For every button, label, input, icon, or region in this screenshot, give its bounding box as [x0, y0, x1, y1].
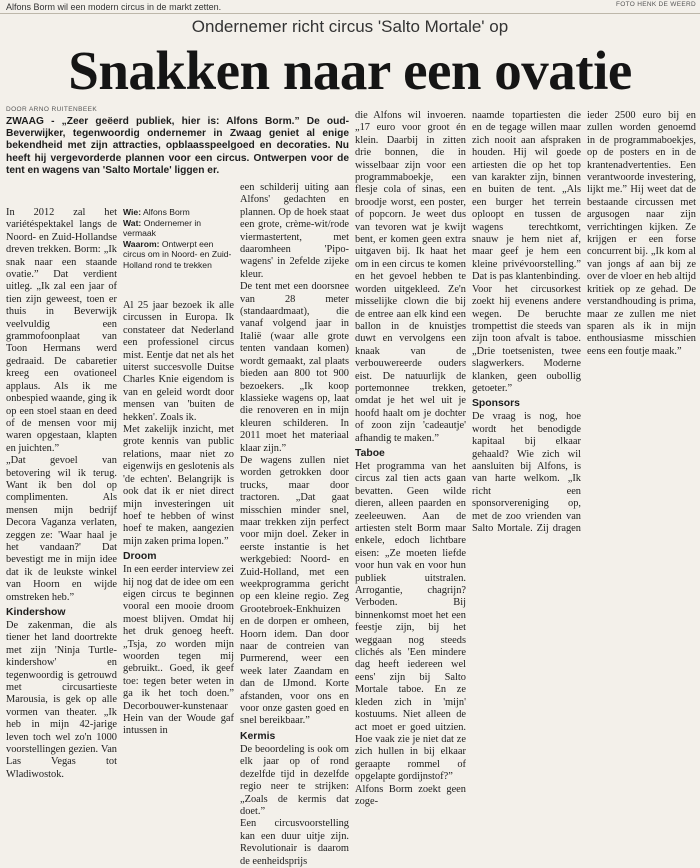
subheading: Sponsors	[472, 398, 520, 410]
article-column-3	[240, 182, 349, 867]
article-byline: DOOR ARNO RUITENBEEK	[6, 106, 98, 113]
paragraph: Een circusvoorstelling kan een duur uitje zijn. Revolutionair is daarom de eenheidsprijs	[240, 818, 349, 867]
paragraph: Al 25 jaar bezoek ik alle circussen in Europa. Ik constateer dat Nederland een professionel circus mist. Eentje dat net als het uiterst succesvolle Duitse Charles Knie eigendom is van en geleid wordt door mensen van 'buiten de hekken'. Zoals ik.	[123, 300, 234, 423]
paragraph: Met zakelijk inzicht, met grote kennis van public relations, maar niet zo eigenwijs en geslotenis als 'de echten'. Belangrijk is ook dat ik er niet direct mijn investeringen uit hoef te hebben of winst hoef te maken, aangezien mijn zaken prima lopen.”	[123, 424, 234, 547]
fact-value: Ondernemer in vermaak	[123, 217, 202, 239]
fact-why	[123, 239, 234, 271]
subheading: Kindershow	[6, 607, 66, 618]
paragraph: Voor het circusorkest zoekt hij evenens andere wegen. De beruchte trompettist die steeds van zijn toon afvalt is taboe. „Drie toetsenisten, twee slagwerkers. Moderne klanken, geen oubollig getoeter.”	[472, 283, 581, 394]
article-column-1	[6, 207, 117, 780]
article-column-5	[472, 110, 696, 544]
fact-label: Wie:	[123, 207, 142, 217]
paragraph: „Dat gevoel van betovering wil ik terug. Want ik ben dol op complimenten. Als mensen mijn bedrijf Decora Vaganza verlaten, zeggen ze: 'Waar haal je het vandaan?' Dat bevestigt me in mijn idee dat ik de leukste winkel van Hoorn en wijde omstreken heb.”	[6, 455, 117, 603]
paragraph: De tent met een doorsnee van 28 meter (standaardmaat), die vanaf volgend jaar in Italië (waar alle grote tenten vandaan komen) wordt gemaakt, zal plaats bieden aan 800 tot 900 bezoekers. „Ik koop klassieke wagens op, laat die renoveren en in mijn kleuren schilderen. In 2011 moet het materiaal klaar zijn.”	[240, 281, 349, 454]
subheading: Kermis	[240, 730, 276, 742]
fact-label: Wat:	[123, 217, 142, 228]
divider	[0, 13, 700, 14]
fact-label: Waarom:	[123, 238, 160, 249]
paragraph: die Alfons wil invoeren. „17 euro voor groot én klein. Daarbij in zitten drie bonnen, die in wisselbaar zijn voor een programmaboekje, een flesje cola of sinas, een broodje worst, een poster, of popcorn. Je weet dus van tevoren wat je kwijt bent, er komen geen extra uitgaven bij. Ik haat het om in een circus te komen en het gevoel hebben te worden uitgekleed. Ze'n misselijke clown die bij de entree aan elk kind een ballon in de knuistjes duwt en vervolgens een knaak van de verbouwereerde ouders eist. De natuurlijk de portemonnee trekken, omdat je het wel uit je hoofd haalt om je dochter of zoon zijn 'cadeautje' afhandig te maken.”	[355, 110, 466, 444]
paragraph: De zakenman, die als tiener het land doortrekte met zijn 'Ninja Turtle-kindershow' en tegenwoordig is getrouwd met circusartieste Marousia, is gek op alle vormen van theater. „Ik heb in mijn 42-jarige leven toch wel zo'n 1000 voorstellingen gezien. Van Las Vegas tot Wladiwostok.	[6, 620, 117, 780]
fact-who	[123, 207, 234, 218]
paragraph: In 2012 zal het variétéspektakel langs de Noord- en Zuid-Hollandse dreven trekken. Borm: „Ik snak naar een staande ovatie.” Dat verdient uitleg. „Ik zal een jaar of tien zijn geweest, toen er thuis in Beverwijk veelvuldig een grammofoonplaat van Toon Hermans werd gedraaid. De cabaretier kreeg een ovationeel applaus. Als ik me onbespied waande, ging ik op een stoel staan en deed of de mensen voor mij waren opgestaan, klapten en juichten.”	[6, 207, 117, 454]
paragraph: De vraag is nog, hoe wordt het benodigde kapitaal bij elkaar gehaald? Wie zich wil aansluiten bij Alfons, is van harte welkom. „Ik richt een sponsorvereniging op, met de zoo vrienden van Salto Mortale. Zij dragen ieder 2500 euro bij en zullen worden genoemd in de programmaboekjes, op de posters en in de krantenadvertenties. Een verantwoorde investering, lijkt me.” Hij weet dat de bestaande circussen met argusogen naar zijn verrichtingen kijken. Ze krijgen er een forse concurrent bij. „Ik kom al van jongs af aan bij ze over de vloer en heb altijd kritiek op ze gehad. De verstandhouding is prima, maar ze zullen me niet sparen als ik in mijn enthousiasme misschien eens een foutje maak.”	[472, 110, 696, 534]
subheading: Taboe	[355, 447, 385, 459]
article-headline: Snakken naar een ovatie	[68, 40, 632, 101]
fact-what	[123, 218, 234, 239]
article-kicker: Ondernemer richt circus 'Salto Mortale' op	[191, 17, 509, 36]
paragraph: In een eerder interview zei hij nog dat de idee om een eigen circus te beginnen vooral een mooie droom moest blijven. Omdat hij het druk genoeg heeft. „Tsja, zo worden mijn woorden tegen mij gebruikt.. Goed, ik geef toe: tegen beter weten in ga ik het toch doen.” Decorbouwer-kunstenaar Hein van der Woude gaf intussen in	[123, 564, 234, 737]
paragraph: De wagens zullen niet worden getrokken door trucks, maar door tractoren. „Dat gaat misschien minder snel, maar trekken zijn perfect voor mijn doel. Zeker in eerste instantie is het werkgebied: Noord- en Zuid-Holland, met een weekprogramma gericht op een kleine regio. Zeg Grootebroek-Enkhuizen en de dorpen er omheen, Hoorn idem. Dan door naar de contreien van Purmerend, weer een week later Zaandam en dan de IJmond. Korte afstanden, voor ons en voor onze gasten goed en snel bereikbaar.”	[240, 454, 349, 727]
paragraph: naamde topartiesten die en de tegage willen maar zich nooit aan afspraken houden. Hij wil goede artiesten die op het top van karakter zijn, binnen en buiten de tent. „Als een burger het terrein oploopt en tussen de wagens terechtkomt, snauw je hem niet af, maar geef je hem een kleine privévoorstelling.” Dat is pas klantenbinding.	[472, 110, 581, 283]
photo-caption: Alfons Borm wil een modern circus in de markt zetten.	[6, 2, 222, 12]
photo-credit: FOTO HENK DE WEERD	[615, 1, 696, 8]
subheading: Droom	[123, 551, 157, 563]
article-column-4	[355, 110, 466, 807]
paragraph: een schilderij uiting aan Alfons' gedachten en plannen. Op de hoek staat een grote, crème-wit/rode viermastertent, met daaromheen 'Pipo-wagens' in 2efelde zijeke kleur.	[240, 182, 349, 280]
paragraph: Alfons Borm zoekt geen zoge-	[355, 783, 466, 807]
fact-value: Alfons Borm	[143, 207, 190, 217]
fact-value: Ontwerpt een circus om in Noord- en Zuid-Holland rond te trekken	[123, 238, 232, 270]
article-column-2	[123, 300, 234, 737]
paragraph: Het programma van het circus zal tien acts gaan bevatten. Geen wilde dieren, alleen paarden en zeeleeuwen. Aan de artiesten stelt Borm maar enkele, edoch lichtbare eisen: „Ze moeten liefde voor hun vak en voor hun publiek uitstralen. Arrogantie, chagrijn? Verboden. Bij binnenkomst moet het een feestje zijn, bij het weggaan nog steeds clichés als 'Een mindere dag heeft iedereen wel eens' zijn bij Salto Mortale taboe. En ze kleden zich in 'mijn' kostuums. Niet alleen de act moet er goed uitzien. Hoe vaak zie je niet dat ze zich hullen in bij elkaar geraapte rommel of opgelapte gordijnstof?”	[355, 460, 466, 783]
paragraph: De beoordeling is ook om elk jaar op of rond dezelfde tijd in dezelfde regio neer te strijken: „Zoals de kermis dat doet.”	[240, 743, 349, 817]
fact-box	[123, 207, 234, 271]
article-lead: ZWAAG - „Zeer geëerd publiek, hier is: Alfons Borm.” De oud-Beverwijker, tegenwoordig ondernemer in Zwaag geniet al enige bekendheid met zijn attracties, opblaasspeelgoed en decoraties. Nu heeft hij vergevorderde plannen voor een circus. Ontwerpen voor de tent en wagens van 'Salto Mortale' liggen er.	[6, 116, 349, 176]
